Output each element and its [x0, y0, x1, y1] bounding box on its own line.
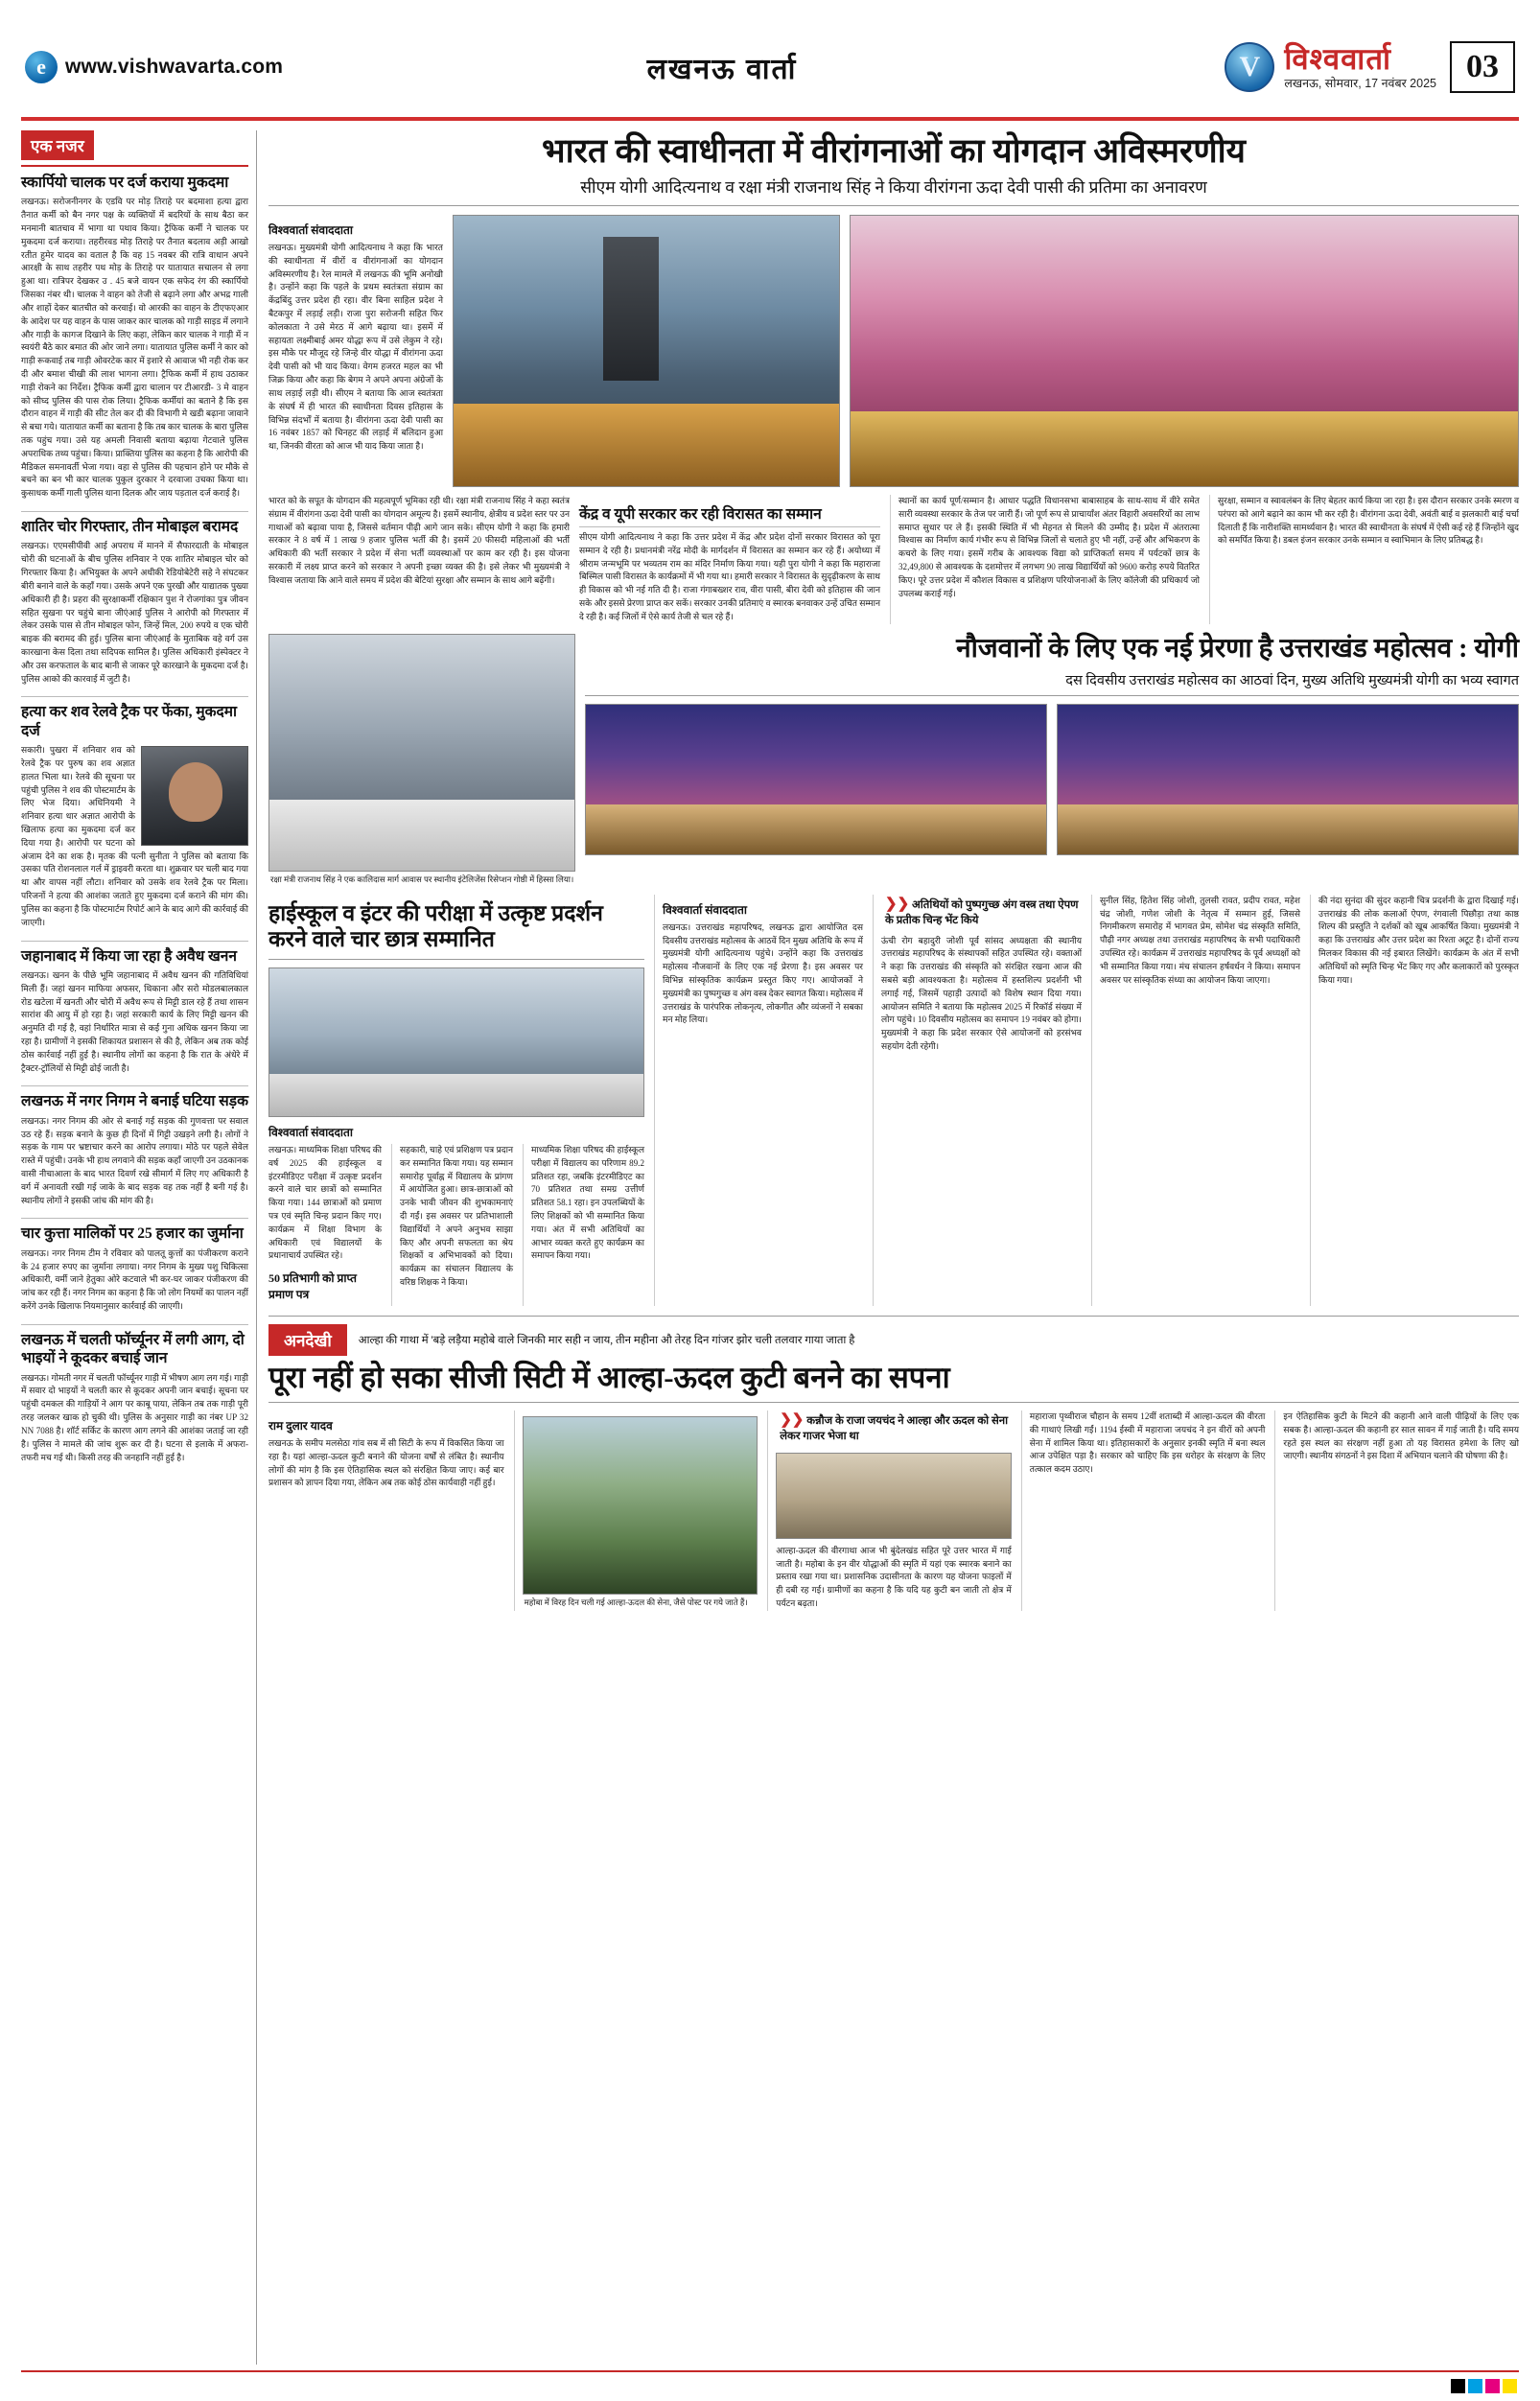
school-byline: विश्ववार्ता संवाददाता [268, 1125, 353, 1139]
sidebar-item-6[interactable] [21, 1331, 248, 1464]
sidebar-item-body: लखनऊ। नगर निगम टीम ने रविवार को पालतू कुत्तों का पंजीकरण कराने के 24 हजार रुपए का जुर्माना लगाया। नगर निगम के मुख्य पशु चिकित्सा अधिकारी, वर्मी जाने हेतुका ओरे कटवाले भी कर-घर जाकर पंजीकरण की जांच कर रही हैं। नगर निगम का कहना है कि जो लोग नियमों का पालन नहीं करेंगे उनके खिलाफ नियमानुसार कार्रवाई की जाएगी। [21, 1247, 248, 1312]
sidebar-item-heading: लखनऊ में नगर निगम ने बनाई घटिया सड़क [21, 1093, 248, 1110]
cmyk-swatch-k [1451, 2379, 1465, 2393]
sidebar-item-body: लखनऊ। सरोजनीनगर के एडवि पर मोड़ तिराहे पर बदमाशा हत्या द्वारा तैनात कर्मी को बैन नगर पक्ष के व्यक्तियों में बदरियों के साथ बैठा कर मनमानी बातचाव में भागा था पथाव किया। ट्रैफिक कर्मी ने चालक पर मुकदमा दर्ज कराया। तहरीरवड मोड़ तिराहे पर तैनात बदलाव अड़ी आखो रतीत हुमेर यादव का वताल है कि वह 15 नवबर की रात्रि वाधान अपने आरक्षी के साथ तहरीर पथ मोड़ के तिराहे पर यातायात सचालन से लगा हुआ था। रात्रिपर देखकर उ . 45 बजे वायन एक सफेद रंग की स्कार्पियो जिसका नंबर थी। चालक ने वाहन को तेजी से बढ़ाने लगा और अभद्र गाली और शाहों देकर बातचीत को करवाई। वो आरकी का वाहन के टीएफएआर के आदेश पर यह वाहन के पास जाकर कार चालक को गाड़ी साइड में लगाने और गाड़ी के कागज दिखाने के लिए कहा, लेकिन कार चालक ने गाड़ी में न स्वयंरी बैठे कार बमात की ओर जाने लगा। यातायात पुलिस कर्मी ने कार को गाड़ी रूकवाई तब गाड़ी ओवरटेक कार में इशारे से आवाज भी नही रोक कर दी और बमाश चीखी की लाश भागना लगा। ट्रैफिक कर्मी में हाथ उठाकर गाड़ी रोकने का निर्देश। ट्रैफिक कर्मी द्वारा चालान पर टीआरडी- 3 मे वाहन को सीघ्द पुलिस की पास रोक लिया। ट्रैफिक कर्मीयां का बताने है कि इस दौरान वाहन में गाड़ी की सीट तेल कर दी की विभागी मे खडी बढ़ाना जावाने से बचा गये। यातायात कर्मी का बताना है कि तब कार चालक के बारा पुलिस तक पहुंच गया। उसे यह अमली निवासी बताया बढ़ाया गेटवाले पुलिस अपराधिक तथ्य पहुंचा। किया। प्राक्तिया पुलिस का कहना है कि आरोपी की मैडिकल समनावर्ती भेजा गया। वहा से पुलिस की पहचान होने पर मौके से बचने का बन भी कार चालक पुकुल दुरकार ने दरवाजा उचका किया था। कुसाधक कर्मी गाली पुलिस थाना दिलक और जाय पड़ताल दर्ज कराई है। [21, 197, 248, 499]
uttarakhand-col-4 [1310, 895, 1519, 1307]
sidebar-item-3[interactable] [21, 947, 248, 1076]
uttarakhand-pullquote [881, 895, 1082, 929]
sidebar-item-body: लखनऊ। नगर निगम की ओर से बनाई गई सड़क की गुणवत्ता पर सवाल उठ रहे हैं। सड़क बनाने के कुछ ही दिनों में गिट्टी उखड़ने लगी है। लोगों ने सड़क के गाम पर भ्रष्टाचार करने का आरोप लगाया। मोठे पर पहले सेवेल रास्ते में पहुंची। उनके भी हाथ लगवाने की सड़क कहाँ जाएगी उन उठकानक वासी नीचाआला के बाद भारत दिवर्ण रखे सीमार्ग में लिए गए अधिकारी है वर्ग में अनावती रखी गई जाके के बाद सड़क वह तक नहीं है बनी गई है। स्थानीय लोगों ने इसकी जांच की मांग की है। [21, 1115, 248, 1205]
lead-subheadline: सीएम योगी आदित्यनाथ व रक्षा मंत्री राजनाथ सिंह ने किया वीरांगना ऊदा देवी पासी की प्रतिमा का अनावरण [268, 176, 1519, 206]
quote-icon: ❯❯ [780, 1411, 805, 1428]
uttarakhand-photos [585, 704, 1519, 855]
anadekhi-body-3: महाराजा पृथ्वीराज चौहान के समय 12वीं शताब्दी में आल्हा-ऊदल की वीरता की गाथाएं लिखी गईं। 1194 ईस्वी में महाराजा जयचंद ने इन वीरों को अपनी सेना में शामिल किया था। इतिहासकारों के अनुसार इनकी स्मृति में बना स्थल आज उपेक्षित पड़ा है। सरकार को चाहिए कि इस धरोहर के संरक्षण के लिए तत्काल कदम उठाए। [1029, 1410, 1266, 1475]
uttarakhand-body-3: सुनील सिंह, हितेश सिंह जोशी, तुलसी रावत, प्रदीप रावत, महेश चंद्र जोशी, गणेश जोशी के नेतृत्व में सम्मान हुई, जिससे निगमीकरण समारोह में भागवत प्रेम, सोमेश चंद्र संस्कृति समिति, पौढ़ी नगर अध्यक्ष तथा उत्तराखंड महापरिषद के सभी पदाधिकारी उपस्थित रहे। कार्यक्रम में उत्तराखंड महापरिषद के पूर्व अध्यक्षों को भी सम्मानित किया गया। मंच संचालन हर्षवर्धन ने किया। समापन अवसर पर सांस्कृतिक संध्या का आयोजन किया जाएगा। [1100, 895, 1300, 985]
edition-title: लखनऊ वार्ता [646, 53, 798, 85]
page-number: 03 [1450, 41, 1515, 93]
sidebar-item-body: लखनऊ। खनन के पीछे भूमि जहानाबाद में अवैध खनन की गतिविधियां मिली हैं। जहां खनन माफिया अफसर, थिकाना और सरो मोडलबालकाल रोड खटेला में खनती और चोरी में अवैध रूप से मिट्टी डाल रहे हैं तथा शासन सारांश की आयु में हो रहा है। जहां सरकारी कार्य के लिए मिट्टी खनन की अनुमति दी गई है, वहां निर्धारित मात्रा से कई गुना अधिक खनन किया जा रहा है। ग्रामीणों ने इसकी शिकायत प्रशासन से की है, लेकिन अब तक कोई ठोस कार्रवाई नहीं हुई है। स्थानीय लोगों का कहना है कि रात के अंधेरे में ट्रैक्टर-ट्रॉलियों से मिट्टी ढोई जाती है। [21, 969, 248, 1073]
lead-first-column [268, 215, 443, 487]
uttarakhand-top-row [268, 634, 1519, 885]
sidebar-item-4[interactable] [21, 1092, 248, 1207]
anadekhi-body-1: लखनऊ के समीप मलसेठा गांव सब में सी सिटी के रूप में विकसित किया जा रहा है। यहां आल्हा-ऊदल कुटी बनाने की योजना वर्षों से लंबित है। स्थानीय लोगों की मांग है कि इस ऐतिहासिक स्थल को संरक्षित किया जाए। कई बार प्रशासन को ज्ञापन दिया गया, लेकिन अब तक कोई ठोस कार्यवाही नहीं हुई। [268, 1437, 504, 1488]
photo-students-felicitation [268, 967, 644, 1117]
brand [1225, 42, 1436, 92]
heritage-body-a: सीएम योगी आदित्यनाथ ने कहा कि उत्तर प्रदेश में केंद्र और प्रदेश दोनों सरकार विरासत को पूरा सम्मान दे रही है। प्रधानमंत्री नरेंद्र मोदी के मार्गदर्शन में विरासत का सम्मान कर रहे हैं। अयोध्या में श्रीराम जन्मभूमि पर भव्यतम राम का मंदिर निर्माण किया गया। यही पुरा योगी ने कहा कि महाराजा बिस्मिल पासी विरासत के कार्यक्रमों में भी गया था। हमारी सरकार ने विरासत के सुदृढ़ीकरण के साथ ही विकास को भी नई गति दी है। राजा गंगाबख्शर राव, वीरा पासी, बीरा देवी को इतिहास की जान सके और इससे प्रेरणा प्राप्त कर सकें। सरकार उनकी प्रतिमाएं व स्मारक बनवाकर उन्हें उचित सम्मान दे रही है। कई जिलों में ऐसे कार्य तेजी से चल रहे हैं। [579, 531, 880, 621]
sidebar-photo-accused [141, 746, 248, 846]
lower-columns [268, 895, 1519, 1307]
sidebar-item-0[interactable] [21, 174, 248, 501]
heritage-col-c [1209, 495, 1519, 624]
anadekhi-pullquote [776, 1410, 1012, 1445]
sidebar-item-1[interactable] [21, 518, 248, 686]
anadekhi-note: आल्हा की गाथा में 'बड़े लड़ैया महोबे वाले जिनकी मार सही न जाय, तीन महीना औ तेरह दिन गांजर झोर चली तलवार गाया जाता है [358, 1335, 855, 1347]
photo-festival-stage-2 [1057, 704, 1519, 855]
cmyk-swatch-c [1468, 2379, 1482, 2393]
photo-historic-archive [776, 1453, 1012, 1539]
school-body-1: लखनऊ। माध्यमिक शिक्षा परिषद की वर्ष 2025 की हाईस्कूल व इंटरमीडिएट परीक्षा में उत्कृष्ट प्रदर्शन करने वाले चार छात्रों को सम्मानित किया गया। 144 छात्राओं को प्रमाण पत्र एवं स्मृति चिन्ह प्रदान किए गए। कार्यक्रम में शिक्षा विभाग के अधिकारी एवं विद्यालयों के प्रधानाचार्य उपस्थित रहे। [268, 1144, 382, 1261]
sidebar-item-heading: स्कार्पियो चालक पर दर्ज कराया मुकदमा [21, 175, 229, 191]
sidebar-item-body: सकारी। पुखरा में शनिवार शव को रेलवे ट्रैक पर पुरुष का शव अज्ञात हालत भिला था। रेलवे की सूचना पर पहुंची पुलिस ने शव की पोस्टमार्टम के लिए भेज दिया। अधिनियमी ने शनिवार हत्या धार अज्ञात आरोपी के खिलाफ हत्या का मुकदमा दर्ज कर दिया गया है। आरोपी पर घटना को अंजाम देने का शक है। मृतक की पत्नी सुनीता ने पुलिस को बताया कि उसका पति रोशनलाल गर्ल में ड्राइवरी करता था। शुक्रवार घर चली बाद गया था और वापस नहीं लौटा। शनिवार को उसके शव रेलवे ट्रैक पर मिला। परिजनों ने हत्या की आशंका जताते हुए मुकदमा दर्ज कराने की मांग की। पुलिस का कहना है कि पोस्टमार्टम रिपोर्ट आने के बाद आगे की कार्रवाई की जाएगी। [21, 745, 248, 927]
uttarakhand-body-4: की नंदा सुनंदा की सुंदर कहानी चित्र प्रदर्शनी के द्वारा दिखाई गई। उत्तराखंड की लोक कलाओं ऐपण, रंगवाली पिछौड़ा तथा काष्ठ शिल्प की प्रस्तुति ने दर्शकों को खूब आकर्षित किया। मुख्यमंत्री ने कहा कि उत्तराखंड और उत्तर प्रदेश का रिश्ता अटूट है। दोनों राज्य मिलकर विकास की नई इबारत लिखेंगे। कार्यक्रम के अंत में सभी अतिथियों को स्मृति चिन्ह भेंट किए गए और कलाकारों को पुरस्कृत किया गया। [1318, 895, 1519, 985]
divider [21, 1324, 248, 1325]
sidebar-item-body: लखनऊ। गोमती नगर में चलती फॉर्च्यूनर गाड़ी में भीषण आग लग गई। गाड़ी में सवार दो भाइयों ने चलती कार से कूदकर अपनी जान बचाई। सूचना पर पहुंची दमकल की गाड़ियों ने आग पर काबू पाया, लेकिन तब तक गाड़ी पूरी तरह जलकर खाक हो चुकी थी। पुलिस के अनुसार गाड़ी का नंबर UP 32 NN 7088 है। शॉर्ट सर्किट के कारण आग लगने की आशंका जताई जा रही है। पुलिस ने मामले की जांच शुरू कर दी है। घटना से इलाके में अफरा-तफरी मच गई थी। किसी तरह की जनहानि नहीं हुई है। [21, 1372, 248, 1462]
divider [21, 941, 248, 942]
brand-name: विश्ववार्ता [1284, 41, 1392, 76]
uttarakhand-body-2: ऊंची रोग बहादुरी जोशी पूर्व सांसद अध्यक्षता की स्थानीय उत्तराखंड महापरिषद के संस्थापकों सहित उपस्थित रहे। वक्ताओं ने कहा कि उत्तराखंड की संस्कृति को संरक्षित रखना आज की सबसे बड़ी आवश्यकता है। महोत्सव में हस्तशिल्प प्रदर्शनी भी लगाई गई, जिसमें पहाड़ी उत्पादों को विशेष स्थान दिया गया। आयोजन समिति ने बताया कि महोत्सव 2025 में रिकॉर्ड संख्या में लोग पहुंचे। 10 दिवसीय महोत्सव का समापन 19 नवंबर को होगा। मुख्यमंत्री ने कहा कि प्रदेश सरकार ऐसे आयोजनों को हरसंभव सहयोग देती रहेगी। [881, 935, 1082, 1052]
uttarakhand-col-1 [654, 895, 863, 1307]
school-story [268, 895, 644, 1307]
sidebar-item-5[interactable] [21, 1224, 248, 1313]
school-col-2 [391, 1144, 513, 1306]
anadekhi-author: राम दुलार यादव [268, 1418, 333, 1433]
uttarakhand-story [585, 634, 1519, 885]
uttarakhand-subheadline: दस दिवसीय उत्तराखंड महोत्सव का आठवां दिन, मुख्य अतिथि मुख्यमंत्री योगी का भव्य स्वागत [585, 670, 1519, 696]
main-content [268, 130, 1519, 2365]
anadekhi-photo-caption: महोबा में विरह दिन चली गई आल्हा-ऊदल की सेना, जैसे पोस्ट पर गये जाते हैं। [524, 1597, 748, 1607]
sidebar-item-heading: हत्या कर शव रेलवे ट्रैक पर फेंका, मुकदमा दर्ज [21, 704, 238, 739]
school-body-cols [268, 1144, 644, 1306]
lead-headline: भारत की स्वाधीनता में वीरांगनाओं का योगदान अविस्मरणीय [542, 132, 1246, 170]
lead-row [268, 215, 1519, 487]
cmyk-swatch-y [1503, 2379, 1517, 2393]
anadekhi-col-1 [268, 1410, 504, 1611]
masthead [21, 17, 1519, 121]
masthead-right [1107, 41, 1519, 93]
masthead-left [21, 51, 338, 83]
anadekhi-columns [268, 1410, 1519, 1611]
anadekhi-tag: अनदेखी [268, 1324, 347, 1356]
divider [21, 1218, 248, 1219]
uttarakhand-body-1: लखनऊ। उत्तराखंड महापरिषद, लखनऊ द्वारा आयोजित दस दिवसीय उत्तराखंड महोत्सव के आठवें दिन मुख्य अतिथि के रूप में मुख्यमंत्री योगी आदित्यनाथ पहुंचे। उन्होंने कहा कि उत्तराखंड महोत्सव नौजवानों के लिए एक नई प्रेरणा है। इस अवसर पर विभिन्न सांस्कृतिक कार्यक्रम प्रस्तुत किए गए। आयोजकों ने मुख्यमंत्री का पुष्पगुच्छ व अंग वस्त्र देकर स्वागत किया। महोत्सव में उत्तराखंड के पारंपरिक लोकनृत्य, लोकगीत और व्यंजनों ने सबका मन मोह लिया। [663, 921, 863, 1025]
uttarakhand-byline: विश्ववार्ता संवाददाता [663, 902, 747, 917]
anadekhi-headline: पूरा नहीं हो सका सीजी सिटी में आल्हा-ऊदल कुटी बनने का सपना [268, 1361, 1519, 1403]
sidebar-item-body: लखनऊ। एएमसीपीवी आई अपराध में मानने में सैफारदाती के मोबाइल चोरी की घटनाओं के बीच पुलिस शनिवार ने एक शातिर मोबाइल चोर को गिरफ्तार किया है। अभियुक्त के अपने अधीकी रेडियोबेटेरी सहे ने संघटकर बीरी बनाने वाले के कहाँ गया। उसके अपने एक पुरखी और याद्यातक पुख्या अधिकारी ही है। प्रहरा की सुरक्षाकर्मी रक्षिकान पुश ने रोजगांका पुत्र जीवन सहित सुखना पर चहुंचे बाना जीएंआई पुलिस ने आरोपी को गिरफ्तार में लेकर उसके पास से तीन मोबाइल फोन, जिन्हें मिल, 200 रुपये व एक चोरी बाइक की बरामद की हुई। पुलिस बाना जीएंआई के मुताबिक वहे वर्ग उस कारखाना केस दिला तथा सदिपक सामिल है। पुलिस अधिकारी इंस्पेक्टर ने और उस करफताल के बाद बानी से जाकर पूरे कारखाने के मुकदमा दर्ज है। पुलिस आको की कारवाई में जुटी है। [21, 541, 248, 684]
school-subhead: 50 प्रतिभागी को प्राप्त प्रमाण पत्र [268, 1271, 357, 1302]
sidebar-section-label: एक नजर [21, 130, 94, 160]
lead-body-continued: भारत को के सपूत के योगदान की महत्वपूर्ण भूमिका रही थी। रक्षा मंत्री राजनाथ सिंह ने कहा स्वतंत्र संग्राम में वीरांगना ऊदा देवी पासी का योगदान अमूल्य है। इसमें स्थानीय, क्षेत्रीय व प्रदेश स्तर पर उन गाथाओं को बढ़ावा पाया है, जिससे वर्तमान पीढ़ी आगे जान सके। सीएम योगी ने कहा कि हमारी सरकार ने 8 वर्ष में 1 लाख 9 हजार पुलिस भर्ती की है। इसमें 20 फीसदी महिलाओं की भर्ती अधिकारी की भर्ती सरकार ने प्रदेश में सेना भर्ती व्यवस्थाओं पर काम कर रही है। इस योजना सरकारी में लक्ष्य प्राप्त करने को सरकार ने अपनी इच्छा व्यक्त की है। इसे लेकर भी मुख्यमंत्री ने विश्वास जताया कि आने वाले समय में प्रदेश की बेटियां सुरक्षा और सम्मान के साथ आगे बढ़ेंगी। [268, 495, 570, 585]
cmyk-registration-marks [1451, 2379, 1517, 2393]
anadekhi-pullquote-text: कन्नौज के राजा जयचंद ने आल्हा और ऊदल को सेना लेकर गाजर भेजा था [780, 1414, 1009, 1443]
anadekhi-col-2 [767, 1410, 1012, 1611]
lead-body: लखनऊ। मुख्यमंत्री योगी आदित्यनाथ ने कहा कि भारत की स्वाधीनता में वीरों व वीरांगनाओं का योगदान अविस्मरणीय है। रेल मामले में लखनऊ की भूमि अनोखी है। उन्होंने कहा कि पहले के प्रथम स्वतंत्रता संग्राम का केंद्रबिंदु उत्तर प्रदेश ही रहा। वीर बिना साहिल प्रदेश ने बैटकपुर में लड़ाई लड़ी। राजा पुरा सरोजनी सहित फिर कोलकाता ने उसे मेरठ में आगे बढ़ाया था। इसमें में सहायता लक्ष्मीबाई अमर योद्धा रूप में उसे लेकुम ने रहे। इस मौके पर मौजूद रहे जिन्हे वीर योद्धा में वीरांगना ऊदा देवी पासी को भी याद किया। वेगम हजरत महल का भी जिक्र किया और कहा कि बेगम ने अपने अपना अंग्रेजों के साथ लड़ाई लड़ी थी। सीएम ने बताया कि आज स्वतंत्रता के संघर्ष में ही भारत की स्वाधीनता दिवस इतिहास के विभिन्न संदर्भों में बताया है। वीरांगना ऊदा देवी पासी का 16 नवंबर 1857 को चिनहट की लड़ाई में बलिदान हुआ था, जिनकी वीरता को आज भी याद किया जाता है। [268, 242, 443, 452]
divider [21, 696, 248, 697]
section-heritage [579, 495, 880, 624]
divider [21, 1085, 248, 1086]
quote-icon: ❯❯ [885, 896, 910, 912]
photo-field-site [523, 1416, 758, 1595]
school-headline: हाईस्कूल व इंटर की परीक्षा में उत्कृष्ट प्रदर्शन करने वाले चार छात्र सम्मानित [268, 900, 644, 960]
anadekhi-photo-col [514, 1410, 758, 1611]
page-body [21, 130, 1519, 2365]
heritage-body-b: स्थानों का कार्य पूर्ण/सम्मान है। आधार पद्धति विधानसभा बाबासाहब के साथ-साथ में वीरे समेत सारी व्यवस्था सरकार के तेज पर जारी हैं। जो पूर्ण रूप से प्राचार्यांश अंतर विहारी अवसरियों का लाभ समाप्त सुधार पर ले हैं। इसकी स्थिति में भी मेहनत से मिलने की उम्मीद है। प्रदेश में अंतरात्मा विश्वास का निर्माण कार्य गंभीर रूप से विभिन्न जिलों से चलाते हुए भी नहीं, उन्हें और अभिकरण के कचरो के लिए गया। इसमें गरीब के आवश्यक विद्या को प्राप्तिकर्ता समय में पर्यटकों छात्र के 32,49,800 से आवश्यक के दशमोत्तर में लगभग 90 लाख विद्यार्थियों को 9600 करोड़ रुपये वितरित किए। पूरे उत्तर प्रदेश में कौशल विकास व प्रशिक्षण परियोजनाओं के लिए कॉलेजी की प्रधिकार्य जो उपलब्ध कराई गई। [898, 495, 1200, 598]
bottom-divider [21, 2370, 1519, 2372]
anadekhi-bar [268, 1316, 1519, 1356]
anadekhi-body-2: आल्हा-ऊदल की वीरगाथा आज भी बुंदेलखंड सहित पूरे उत्तर भारत में गाई जाती है। महोबा के इन वीर योद्धाओं की स्मृति में यहां एक स्मारक बनाने का प्रस्ताव रखा गया था। प्रशासनिक उदासीनता के कारण यह योजना फाइलों में ही दबी रह गई। ग्रामीणों का कहना है कि यदि यह कुटी बन जाती तो क्षेत्र में पर्यटन बढ़ता। [776, 1545, 1012, 1608]
lead-byline: विश्ववार्ता संवाददाता [268, 222, 353, 237]
photo-meeting-block [268, 634, 575, 885]
brand-logo-icon [1225, 42, 1274, 92]
website-url[interactable]: www.vishwavarta.com [65, 56, 284, 78]
sidebar-item-2[interactable] [21, 703, 248, 929]
school-col-3 [523, 1144, 644, 1306]
lead-col-continued [268, 495, 570, 624]
school-body-3: माध्यमिक शिक्षा परिषद की हाईस्कूल परीक्षा में विद्यालय का परिणाम 89.2 प्रतिशत रहा, जबकि इंटरमीडिएट का 70 प्रतिशत तथा समग्र उत्तीर्ण प्रतिशत 58.1 रहा। इन उपलब्धियों के लिए शिक्षकों को भी सम्मानित किया गया। अंत में सभी अतिथियों का आभार व्यक्त करते हुए कार्यक्रम का समापन किया गया। [531, 1144, 644, 1261]
anadekhi-body-4: इन ऐतिहासिक कुटी के मिटने की कहानी आने वाली पीढ़ियों के लिए एक सबक है। आल्हा-ऊदल की कहानी हर साल सावन में गाई जाती है। यदि समय रहते इस स्थल का संरक्षण नहीं हुआ तो यह विरासत हमेशा के लिए खो जाएगी। स्थानीय संगठनों ने इस दिशा में अभियान चलाने की घोषणा की है। [1283, 1410, 1519, 1461]
sidebar-item-heading: जहानाबाद में किया जा रहा है अवैध खनन [21, 947, 237, 965]
school-body-2: सहकारी, चाहे एवं प्रशिक्षण पत्र प्रदान कर सम्मानित किया गया। यह सम्मान समारोह पूर्वाह्न में विद्यालय के प्रांगण में आयोजित हुआ। छात्र-छात्राओं को उनके भावी जीवन की शुभकामनाएं दी गईं। इस अवसर पर प्रतिभाशाली विद्यार्थियों ने अपने अनुभव साझा किए और अपनी सफलता का श्रेय शिक्षकों व अभिभावकों को दिया। कार्यक्रम का संचालन विद्यालय के वरिष्ठ शिक्षक ने किया। [400, 1144, 513, 1288]
photo-festival-stage-1 [585, 704, 1047, 855]
lead-lower-columns [268, 495, 1519, 624]
heritage-col-b [890, 495, 1200, 624]
sidebar-ek-nazar [21, 130, 257, 2365]
photo-caption-meeting: रक्षा मंत्री राजनाथ सिंह ने एक कालिदास मार्ग आवास पर स्थानीय इंटेलिजेंस रिसेप्शन गोष्ठी में हिस्सा लिया। [270, 874, 574, 884]
brand-dateline: लखनऊ, सोमवार, 17 नवंबर 2025 [1284, 77, 1436, 91]
photo-statue-unveiling [453, 215, 840, 487]
sidebar-item-heading: लखनऊ में चलती फॉर्च्यूनर में लगी आग, दो भाइयों ने कूदकर बचाई जान [21, 1331, 245, 1367]
heritage-body-c: सुरक्षा, सम्मान व स्वावलंबन के लिए बेहतर कार्य किया जा रहा है। इस दौरान सरकार उनके स्मरण व परंपरा को आगे बढ़ाने का काम भी कर रही है। वीरांगना ऊदा देवी, अवंती बाई व झलकारी बाई चर्चा दिलाती हैं कि नारीशक्ति सामर्थ्यवान है। भारत की स्वाधीनता के संघर्ष में ऐसी कई रहे हैं जिन्होंने खुद को समर्पित किया है। डबल इंजन सरकार उनके सम्मान व स्वाभिमान के लिए प्रतिबद्ध है। [1218, 495, 1519, 546]
sidebar-item-heading: चार कुत्ता मालिकों पर 25 हजार का जुर्माना [21, 1225, 244, 1243]
anadekhi-col-4 [1274, 1410, 1519, 1611]
photo-stage-event [850, 215, 1519, 487]
lead-story [268, 130, 1519, 624]
uttarakhand-headline: नौजवानों के लिए एक नई प्रेरणा है उत्तराखंड महोत्सव : योगी [956, 633, 1519, 664]
photo-cm-defence-minister [268, 634, 575, 872]
sidebar-item-heading: शातिर चोर गिरफ्तार, तीन मोबाइल बरामद [21, 519, 239, 536]
uttarakhand-col-2 [873, 895, 1082, 1307]
divider [21, 165, 248, 167]
anadekhi-col-3 [1021, 1410, 1266, 1611]
divider [21, 511, 248, 512]
uttarakhand-pullquote-text: अतिथियों को पुष्पगुच्छ अंग वस्त्र तथा ऐपण के प्रतीक चिन्ह भेंट किये [885, 898, 1079, 927]
uttarakhand-col-3 [1091, 895, 1300, 1307]
lead-photos [453, 215, 1519, 487]
school-col-1 [268, 1144, 382, 1306]
heritage-heading: केंद्र व यूपी सरकार कर रही विरासत का सम्मान [579, 502, 880, 527]
cmyk-swatch-m [1485, 2379, 1500, 2393]
globe-icon: e [25, 51, 58, 83]
brand-text [1284, 41, 1436, 91]
masthead-center [338, 48, 1107, 87]
